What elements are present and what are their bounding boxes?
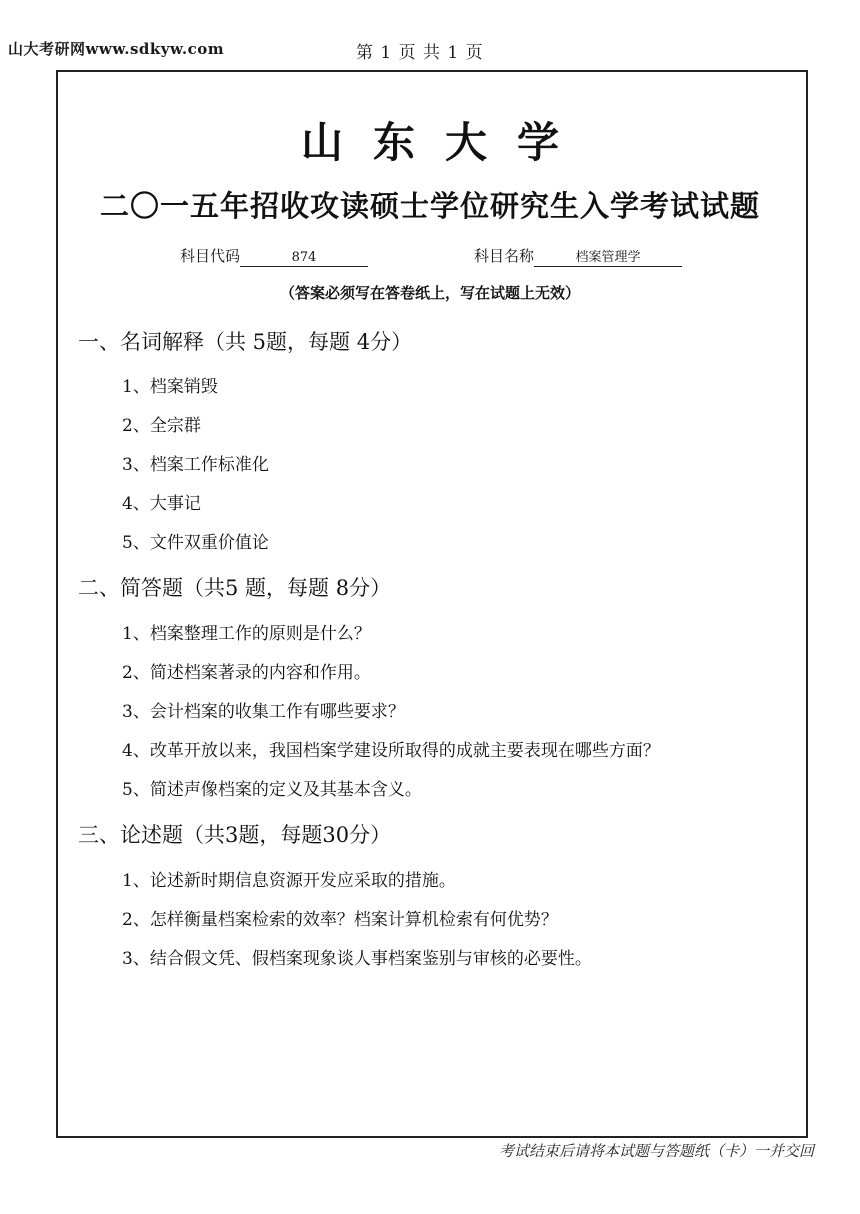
subject-name-label: 科目名称 xyxy=(474,247,535,265)
question-item: 4、大事记 xyxy=(122,494,201,514)
subject-name-row xyxy=(474,245,682,267)
question-item: 1、论述新时期信息资源开发应采取的措施。 xyxy=(122,871,456,891)
question-item: 5、文件双重价值论 xyxy=(122,533,269,553)
section-heading: 一、名词解释（共 5题，每题 4分） xyxy=(78,330,413,354)
subject-code-label: 科目代码 xyxy=(180,247,241,265)
footer-note: 考试结束后请将本试题与答题纸（卡）一并交回 xyxy=(498,1142,814,1160)
subject-code-value: 874 xyxy=(240,250,368,267)
question-item: 5、简述声像档案的定义及其基本含义。 xyxy=(122,780,422,800)
question-item: 3、会计档案的收集工作有哪些要求？ xyxy=(122,702,405,722)
question-item: 2、全宗群 xyxy=(122,416,201,436)
question-item: 1、档案销毁 xyxy=(122,377,218,397)
exam-frame xyxy=(56,70,808,1138)
question-item: 3、档案工作标准化 xyxy=(122,455,269,475)
exam-title: 二〇一五年招收攻读硕士学位研究生入学考试试题 xyxy=(99,189,760,223)
section-heading: 二、简答题（共5 题，每题 8分） xyxy=(78,576,392,600)
university-title: 山东大学 xyxy=(300,118,589,167)
section-heading: 三、论述题（共3题，每题30分） xyxy=(78,823,392,847)
subject-code-row xyxy=(180,245,368,267)
answer-instruction: （答案必须写在答卷纸上，写在试题上无效） xyxy=(279,284,580,302)
question-item: 2、简述档案著录的内容和作用。 xyxy=(122,663,371,683)
question-item: 2、怎样衡量档案检索的效率？档案计算机检索有何优势？ xyxy=(122,910,558,930)
question-item: 3、结合假文凭、假档案现象谈人事档案鉴别与审核的必要性。 xyxy=(122,949,592,969)
page-counter: 第 1 页 共 1 页 xyxy=(356,43,484,63)
watermark-text: 山大考研网www.sdkyw.com xyxy=(8,40,225,58)
question-item: 4、改革开放以来，我国档案学建设所取得的成就主要表现在哪些方面？ xyxy=(122,741,660,761)
subject-name-value: 档案管理学 xyxy=(534,246,682,267)
question-item: 1、档案整理工作的原则是什么？ xyxy=(122,624,371,644)
